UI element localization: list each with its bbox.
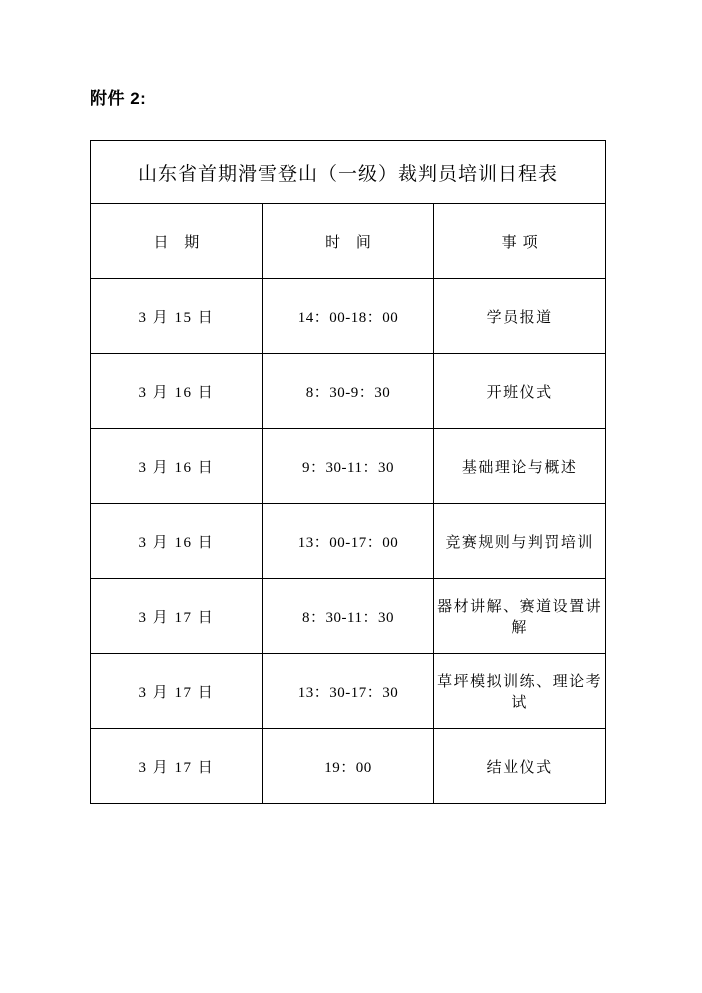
cell-time: 14：00-18：00 [262, 279, 434, 354]
table-row [91, 654, 606, 729]
cell-item: 基础理论与概述 [434, 429, 606, 504]
table-title: 山东省首期滑雪登山（一级）裁判员培训日程表 [91, 141, 606, 204]
cell-date: 3 月 17 日 [91, 729, 263, 804]
table-header-row [91, 204, 606, 279]
cell-time: 8：30-9：30 [262, 354, 434, 429]
cell-date: 3 月 16 日 [91, 429, 263, 504]
cell-item: 开班仪式 [434, 354, 606, 429]
cell-item: 学员报道 [434, 279, 606, 354]
cell-date: 3 月 17 日 [91, 579, 263, 654]
cell-item: 结业仪式 [434, 729, 606, 804]
cell-date: 3 月 15 日 [91, 279, 263, 354]
table-title-row [91, 141, 606, 204]
cell-item: 竞赛规则与判罚培训 [434, 504, 606, 579]
attachment-label: 附件 2: [90, 89, 147, 108]
column-header-time: 时 间 [262, 204, 434, 279]
table-row [91, 729, 606, 804]
cell-time: 9：30-11：30 [262, 429, 434, 504]
cell-date: 3 月 16 日 [91, 504, 263, 579]
schedule-table-container [90, 140, 606, 804]
cell-time: 13：30-17：30 [262, 654, 434, 729]
column-header-date: 日 期 [91, 204, 263, 279]
table-row [91, 504, 606, 579]
cell-item: 器材讲解、赛道设置讲解 [434, 579, 606, 654]
cell-time: 19：00 [262, 729, 434, 804]
column-header-item: 事项 [434, 204, 606, 279]
cell-item: 草坪模拟训练、理论考试 [434, 654, 606, 729]
table-row [91, 579, 606, 654]
cell-date: 3 月 17 日 [91, 654, 263, 729]
cell-date: 3 月 16 日 [91, 354, 263, 429]
table-row [91, 279, 606, 354]
cell-time: 8：30-11：30 [262, 579, 434, 654]
training-schedule-table [90, 140, 606, 804]
table-row [91, 354, 606, 429]
table-row [91, 429, 606, 504]
cell-time: 13：00-17：00 [262, 504, 434, 579]
